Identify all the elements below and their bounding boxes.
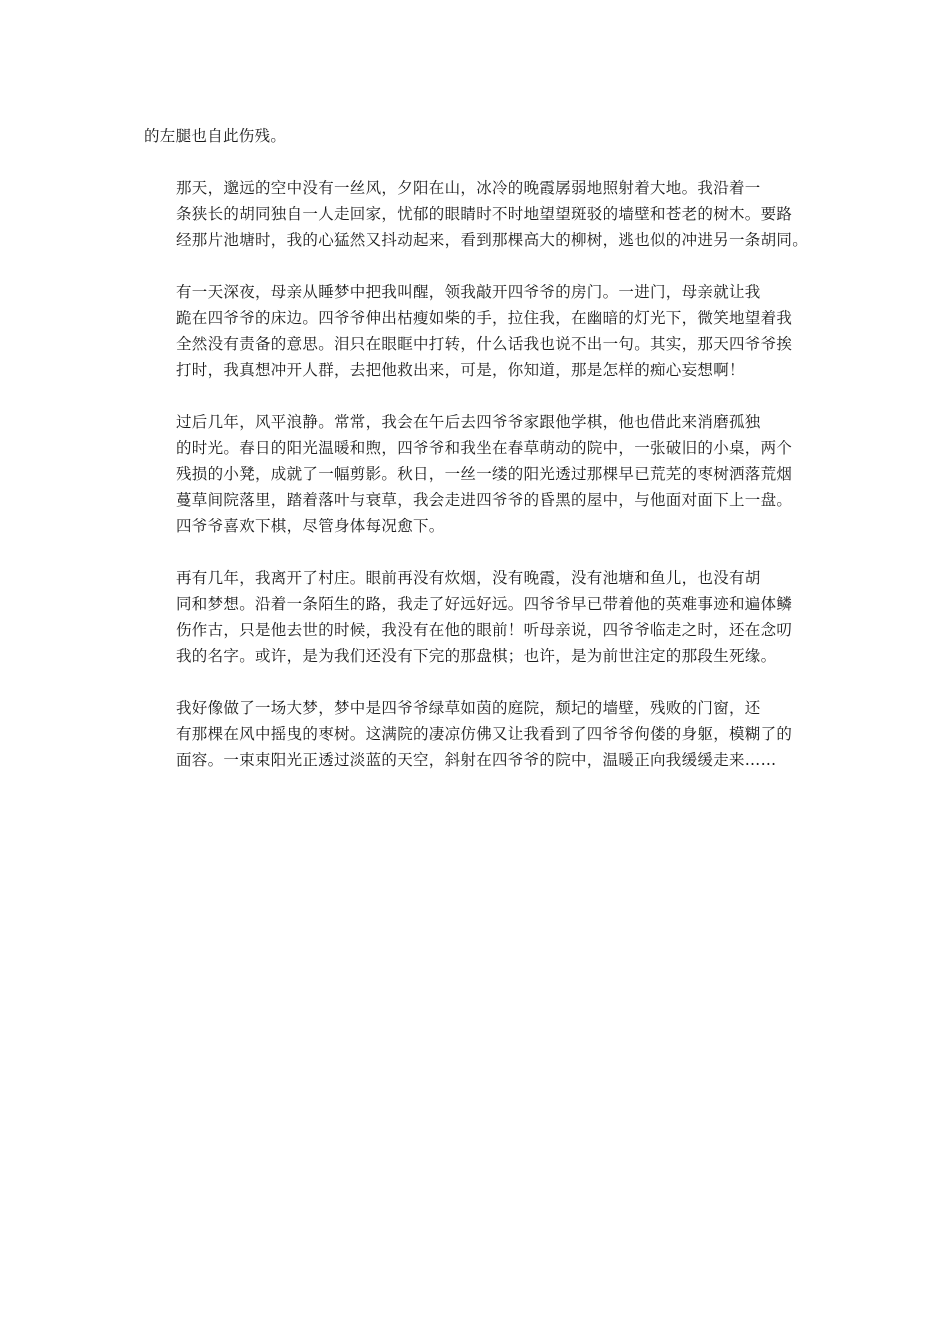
paragraph-6 (144, 695, 809, 773)
text-line: 打时，我真想冲开人群，去把他救出来，可是，你知道，那是怎样的痴心妄想啊！ (176, 361, 745, 379)
text-line: 有一天深夜，母亲从睡梦中把我叫醒，领我敲开四爷爷的房门。一进门，母亲就让我 (176, 283, 761, 301)
text-line: 同和梦想。沿着一条陌生的路，我走了好远好远。四爷爷早已带着他的英难事迹和遍体鳞 (176, 595, 793, 613)
text-line: 的时光。春日的阳光温暖和煦，四爷爷和我坐在春草萌动的院中，一张破旧的小桌，两个 (176, 439, 793, 457)
text-line: 经那片池塘时，我的心猛然又抖动起来，看到那棵高大的柳树，逃也似的冲进另一条胡同。 (176, 231, 809, 249)
paragraph-2 (144, 175, 809, 253)
text-line: 再有几年，我离开了村庄。眼前再没有炊烟，没有晚霞，没有池塘和鱼儿，也没有胡 (176, 569, 761, 587)
text-line: 那天，邈远的空中没有一丝风，夕阳在山，冰冷的晚霞孱弱地照射着大地。我沿着一 (176, 179, 761, 197)
text-line: 四爷爷喜欢下棋，尽管身体每况愈下。 (176, 517, 445, 535)
text-line: 我的名字。或许，是为我们还没有下完的那盘棋；也许，是为前世注定的那段生死缘。 (176, 647, 777, 665)
paragraph-4 (144, 409, 809, 539)
text-line: 我好像做了一场大梦，梦中是四爷爷绿草如茵的庭院，颓圮的墙壁，残败的门窗，还 (176, 699, 761, 717)
text-line: 有那棵在风中摇曳的枣树。这满院的凄凉仿佛又让我看到了四爷爷佝偻的身躯，模糊了的 (176, 725, 793, 743)
text-line: 全然没有责备的意思。泪只在眼眶中打转，什么话我也说不出一句。其实，那天四爷爷挨 (176, 335, 793, 353)
text-line: 条狭长的胡同独自一人走回家，忧郁的眼睛时不时地望望斑驳的墙壁和苍老的树木。要路 (176, 205, 793, 223)
text-line: 蔓草间院落里，踏着落叶与衰草，我会走进四爷爷的昏黑的屋中，与他面对面下上一盘。 (176, 491, 793, 509)
text-line: 过后几年，风平浪静。常常，我会在午后去四爷爷家跟他学棋，他也借此来消磨孤独 (176, 413, 761, 431)
paragraph-1 (144, 123, 809, 149)
document-body (144, 123, 809, 799)
text-line: 伤作古，只是他去世的时候，我没有在他的眼前！听母亲说，四爷爷临走之时，还在念叨 (176, 621, 793, 639)
paragraph-5 (144, 565, 809, 669)
paragraph-3 (144, 279, 809, 383)
text-line: 的左腿也自此伤残。 (144, 127, 287, 145)
text-line: 跪在四爷爷的床边。四爷爷伸出枯瘦如柴的手，拉住我，在幽暗的灯光下，微笑地望着我 (176, 309, 793, 327)
text-line: 面容。一束束阳光正透过淡蓝的天空，斜射在四爷爷的院中，温暖正向我缓缓走来…… (176, 751, 777, 769)
text-line: 残损的小凳，成就了一幅剪影。秋日，一丝一缕的阳光透过那棵早已荒芜的枣树洒落荒烟 (176, 465, 793, 483)
